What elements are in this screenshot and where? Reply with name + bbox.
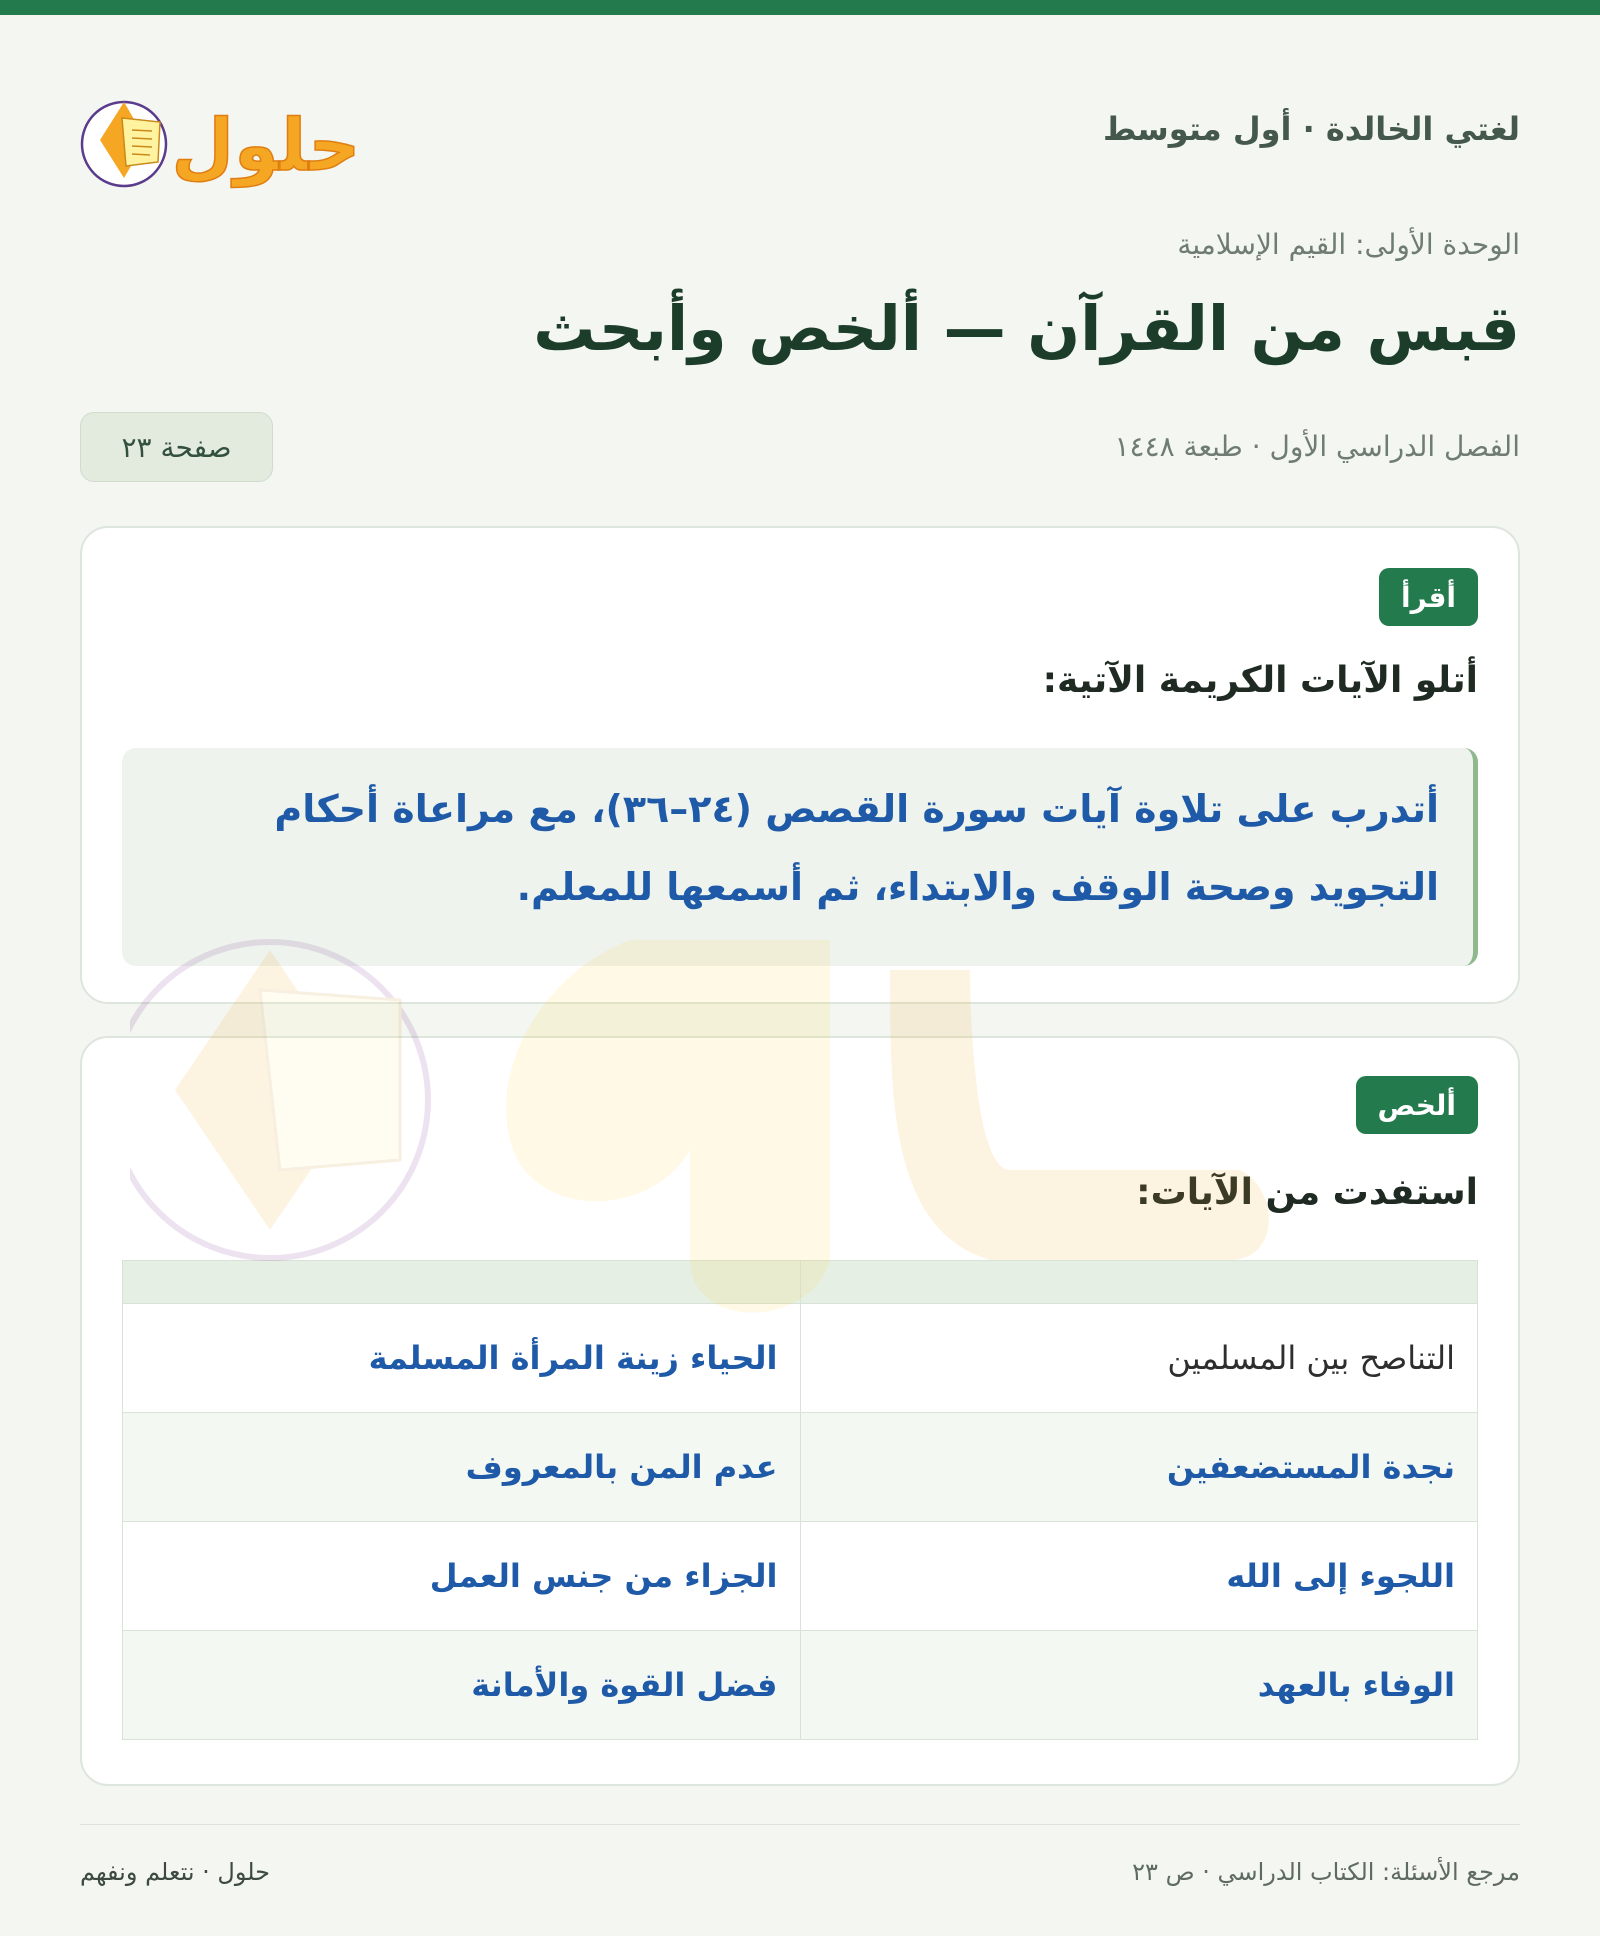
table-cell: الوفاء بالعهد bbox=[800, 1631, 1478, 1740]
footer-divider bbox=[80, 1824, 1520, 1825]
footer-reference: مرجع الأسئلة: الكتاب الدراسي · ص ٢٣ bbox=[1132, 1858, 1520, 1886]
footer-brand: حلول · نتعلم ونفهم bbox=[80, 1858, 270, 1886]
page-number-badge: صفحة ٢٣ bbox=[80, 412, 273, 482]
table-cell: فضل القوة والأمانة bbox=[123, 1631, 801, 1740]
table-header-cell bbox=[123, 1261, 801, 1304]
table-cell: عدم المن بالمعروف bbox=[123, 1413, 801, 1522]
logo-text: حلول bbox=[171, 103, 361, 187]
table-cell: الحياء زينة المرأة المسلمة bbox=[123, 1304, 801, 1413]
section-tag-summary: ألخص bbox=[1356, 1076, 1479, 1134]
table-header-cell bbox=[800, 1261, 1478, 1304]
summary-question: استفدت من الآيات: bbox=[1136, 1172, 1478, 1213]
read-instruction: أتدرب على تلاوة آيات سورة القصص (٢٤–٣٦)، مع مراعاة أحكام التجويد وصحة الوقف والابتداء، ثم أسمعها للمعلم. bbox=[122, 748, 1478, 966]
term-label: الفصل الدراسي الأول · طبعة ١٤٤٨ bbox=[1114, 430, 1520, 463]
top-accent-bar bbox=[0, 0, 1600, 15]
page-header bbox=[80, 60, 1520, 200]
table-cell: نجدة المستضعفين bbox=[800, 1413, 1478, 1522]
table-row bbox=[123, 1413, 1478, 1522]
table-header-row bbox=[123, 1261, 1478, 1304]
read-question: أتلو الآيات الكريمة الآتية: bbox=[1042, 660, 1478, 701]
table-cell: الجزاء من جنس العمل bbox=[123, 1522, 801, 1631]
lessons-table bbox=[122, 1260, 1478, 1740]
table-row bbox=[123, 1304, 1478, 1413]
read-section-card bbox=[80, 526, 1520, 1004]
unit-label: الوحدة الأولى: القيم الإسلامية bbox=[1177, 228, 1520, 261]
summary-section-card bbox=[80, 1036, 1520, 1786]
book-title: لغتي الخالدة · أول متوسط bbox=[1103, 110, 1520, 148]
page-title: قبس من القرآن — ألخص وأبحث bbox=[533, 292, 1520, 365]
section-tag-read: أقرأ bbox=[1379, 568, 1478, 626]
hulul-logo-icon bbox=[80, 70, 370, 190]
table-cell: اللجوء إلى الله bbox=[800, 1522, 1478, 1631]
table-cell: التناصح بين المسلمين bbox=[800, 1304, 1478, 1413]
table-row bbox=[123, 1631, 1478, 1740]
table-row bbox=[123, 1522, 1478, 1631]
